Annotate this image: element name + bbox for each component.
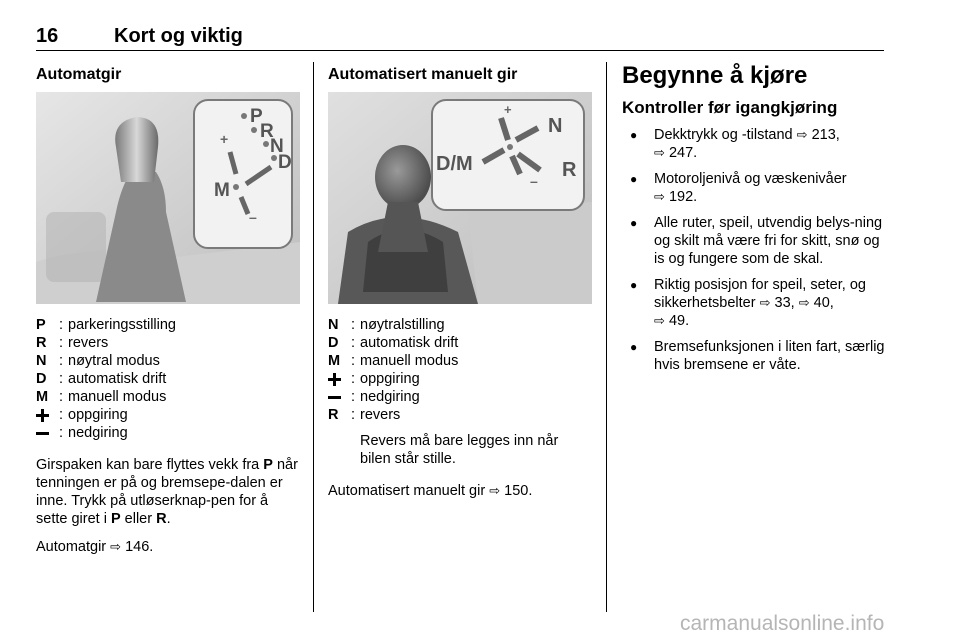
- legend-row: N : nøytral modus: [36, 352, 300, 370]
- figure-label-n: N: [270, 136, 284, 157]
- figure-label-m: M: [214, 180, 230, 201]
- reference-arrow-icon: ⇨: [654, 313, 665, 328]
- legend-key: M: [328, 353, 341, 369]
- section-subheading: Kontroller før igangkjøring: [622, 98, 838, 117]
- legend-key: R: [36, 335, 47, 351]
- legend-row: R : revers: [36, 334, 300, 352]
- list-item: ● Dekktrykk og -tilstand ⇨ 213, ⇨ 247.: [622, 126, 890, 162]
- section-title: Automatgir: [36, 66, 122, 83]
- automatic-transmission-section: [36, 62, 300, 556]
- plus-icon: [36, 409, 49, 422]
- svg-text:+: +: [504, 102, 512, 117]
- legend-value: manuell modus: [360, 353, 459, 369]
- plus-icon: [328, 373, 341, 386]
- legend-key: R: [328, 407, 339, 423]
- list-item: ● Motoroljenivå og væskenivåer ⇨ 192.: [622, 170, 890, 206]
- reference-arrow-icon: ⇨: [798, 295, 810, 310]
- chapter-title: Kort og viktig: [114, 25, 243, 47]
- legend-value: automatisk drift: [360, 335, 459, 351]
- legend-row: R : revers: [328, 406, 592, 424]
- legend-row: D : automatisk drift: [36, 370, 300, 388]
- legend-value: revers: [360, 407, 401, 423]
- legend-row: : oppgiring: [328, 370, 592, 388]
- figure-label-d: D: [278, 152, 292, 173]
- cross-reference: Automatgir ⇨ 146.: [36, 539, 154, 555]
- reference-arrow-icon: ⇨: [796, 127, 808, 142]
- gear-lever-paragraph: Girspaken kan bare flyttes vekk fra P når tenningen er på og bremsepe-dalen er inne. Trykk på utløserknap-pen for å sette giret i P eller R.: [36, 457, 298, 527]
- legend-row: : nedgiring: [36, 424, 300, 442]
- automated-manual-section: [328, 62, 592, 500]
- legend-row: : oppgiring: [36, 406, 300, 424]
- legend-row: M : manuell modus: [328, 352, 592, 370]
- svg-text:–: –: [530, 173, 538, 189]
- reference-arrow-icon: ⇨: [489, 483, 501, 498]
- page-number: 16: [36, 25, 59, 47]
- legend-value: parkeringsstilling: [68, 317, 176, 333]
- legend-value: nedgiring: [360, 389, 420, 405]
- legend-value: manuell modus: [68, 389, 167, 405]
- column-divider: [313, 62, 314, 612]
- legend-value: automatisk drift: [68, 371, 167, 387]
- legend-key: N: [328, 317, 339, 333]
- list-item: ● Alle ruter, speil, utvendig belys-ning og skilt må være fri for skitt, snø og is og fungere som de skal.: [622, 214, 890, 268]
- legend-value: oppgiring: [360, 371, 420, 387]
- reference-arrow-icon: ⇨: [110, 539, 122, 554]
- legend-key: M: [36, 389, 49, 405]
- svg-text:–: –: [249, 209, 257, 225]
- gear-lever-image: [328, 92, 592, 304]
- legend-key: P: [36, 317, 46, 333]
- figure-label-r: R: [562, 159, 577, 181]
- watermark: carmanualsonline.info: [680, 612, 885, 635]
- figure-label-r: R: [260, 121, 274, 142]
- minus-icon: [328, 391, 341, 404]
- checklist: [622, 126, 890, 374]
- cross-reference: Automatisert manuelt gir ⇨ 150.: [328, 483, 533, 499]
- start-driving-section: [622, 62, 890, 382]
- svg-text:+: +: [220, 131, 229, 147]
- reference-arrow-icon: ⇨: [759, 295, 771, 310]
- page-header: [36, 24, 884, 51]
- automated-manual-gear-illustration: [328, 92, 592, 304]
- section-title: Automatisert manuelt gir: [328, 66, 518, 83]
- legend-key: N: [36, 353, 47, 369]
- list-item: ● Bremsefunksjonen i liten fart, særlig hvis bremsene er våte.: [622, 338, 890, 374]
- legend-row: P : parkeringsstilling: [36, 316, 300, 334]
- legend-key: D: [328, 335, 339, 351]
- legend-row: D : automatisk drift: [328, 334, 592, 352]
- list-item: ● Riktig posisjon for speil, seter, og sikkerhetsbelter ⇨ 33, ⇨ 40, ⇨ 49.: [622, 276, 890, 330]
- legend-row: N : nøytralstilling: [328, 316, 592, 334]
- figure-label-p: P: [250, 106, 263, 127]
- figure-label-dm: D/M: [436, 153, 473, 175]
- gear-legend: [36, 316, 300, 442]
- reverse-note: Revers må bare legges inn når bilen står stille.: [360, 433, 559, 467]
- gear-legend: [328, 316, 592, 424]
- legend-row: M : manuell modus: [36, 388, 300, 406]
- section-heading: Begynne å kjøre: [622, 62, 808, 89]
- legend-value: oppgiring: [68, 407, 128, 423]
- column-divider: [606, 62, 607, 612]
- legend-value: revers: [68, 335, 109, 351]
- automatic-gear-lever-illustration: [36, 92, 300, 304]
- legend-value: nøytral modus: [68, 353, 160, 369]
- legend-value: nøytralstilling: [360, 317, 445, 333]
- gear-lever-image: [36, 92, 300, 304]
- reference-arrow-icon: ⇨: [654, 189, 665, 204]
- legend-value: nedgiring: [68, 425, 128, 441]
- legend-row: : nedgiring: [328, 388, 592, 406]
- figure-label-n: N: [548, 115, 563, 137]
- reference-arrow-icon: ⇨: [654, 145, 665, 160]
- minus-icon: [36, 427, 49, 440]
- legend-key: D: [36, 371, 47, 387]
